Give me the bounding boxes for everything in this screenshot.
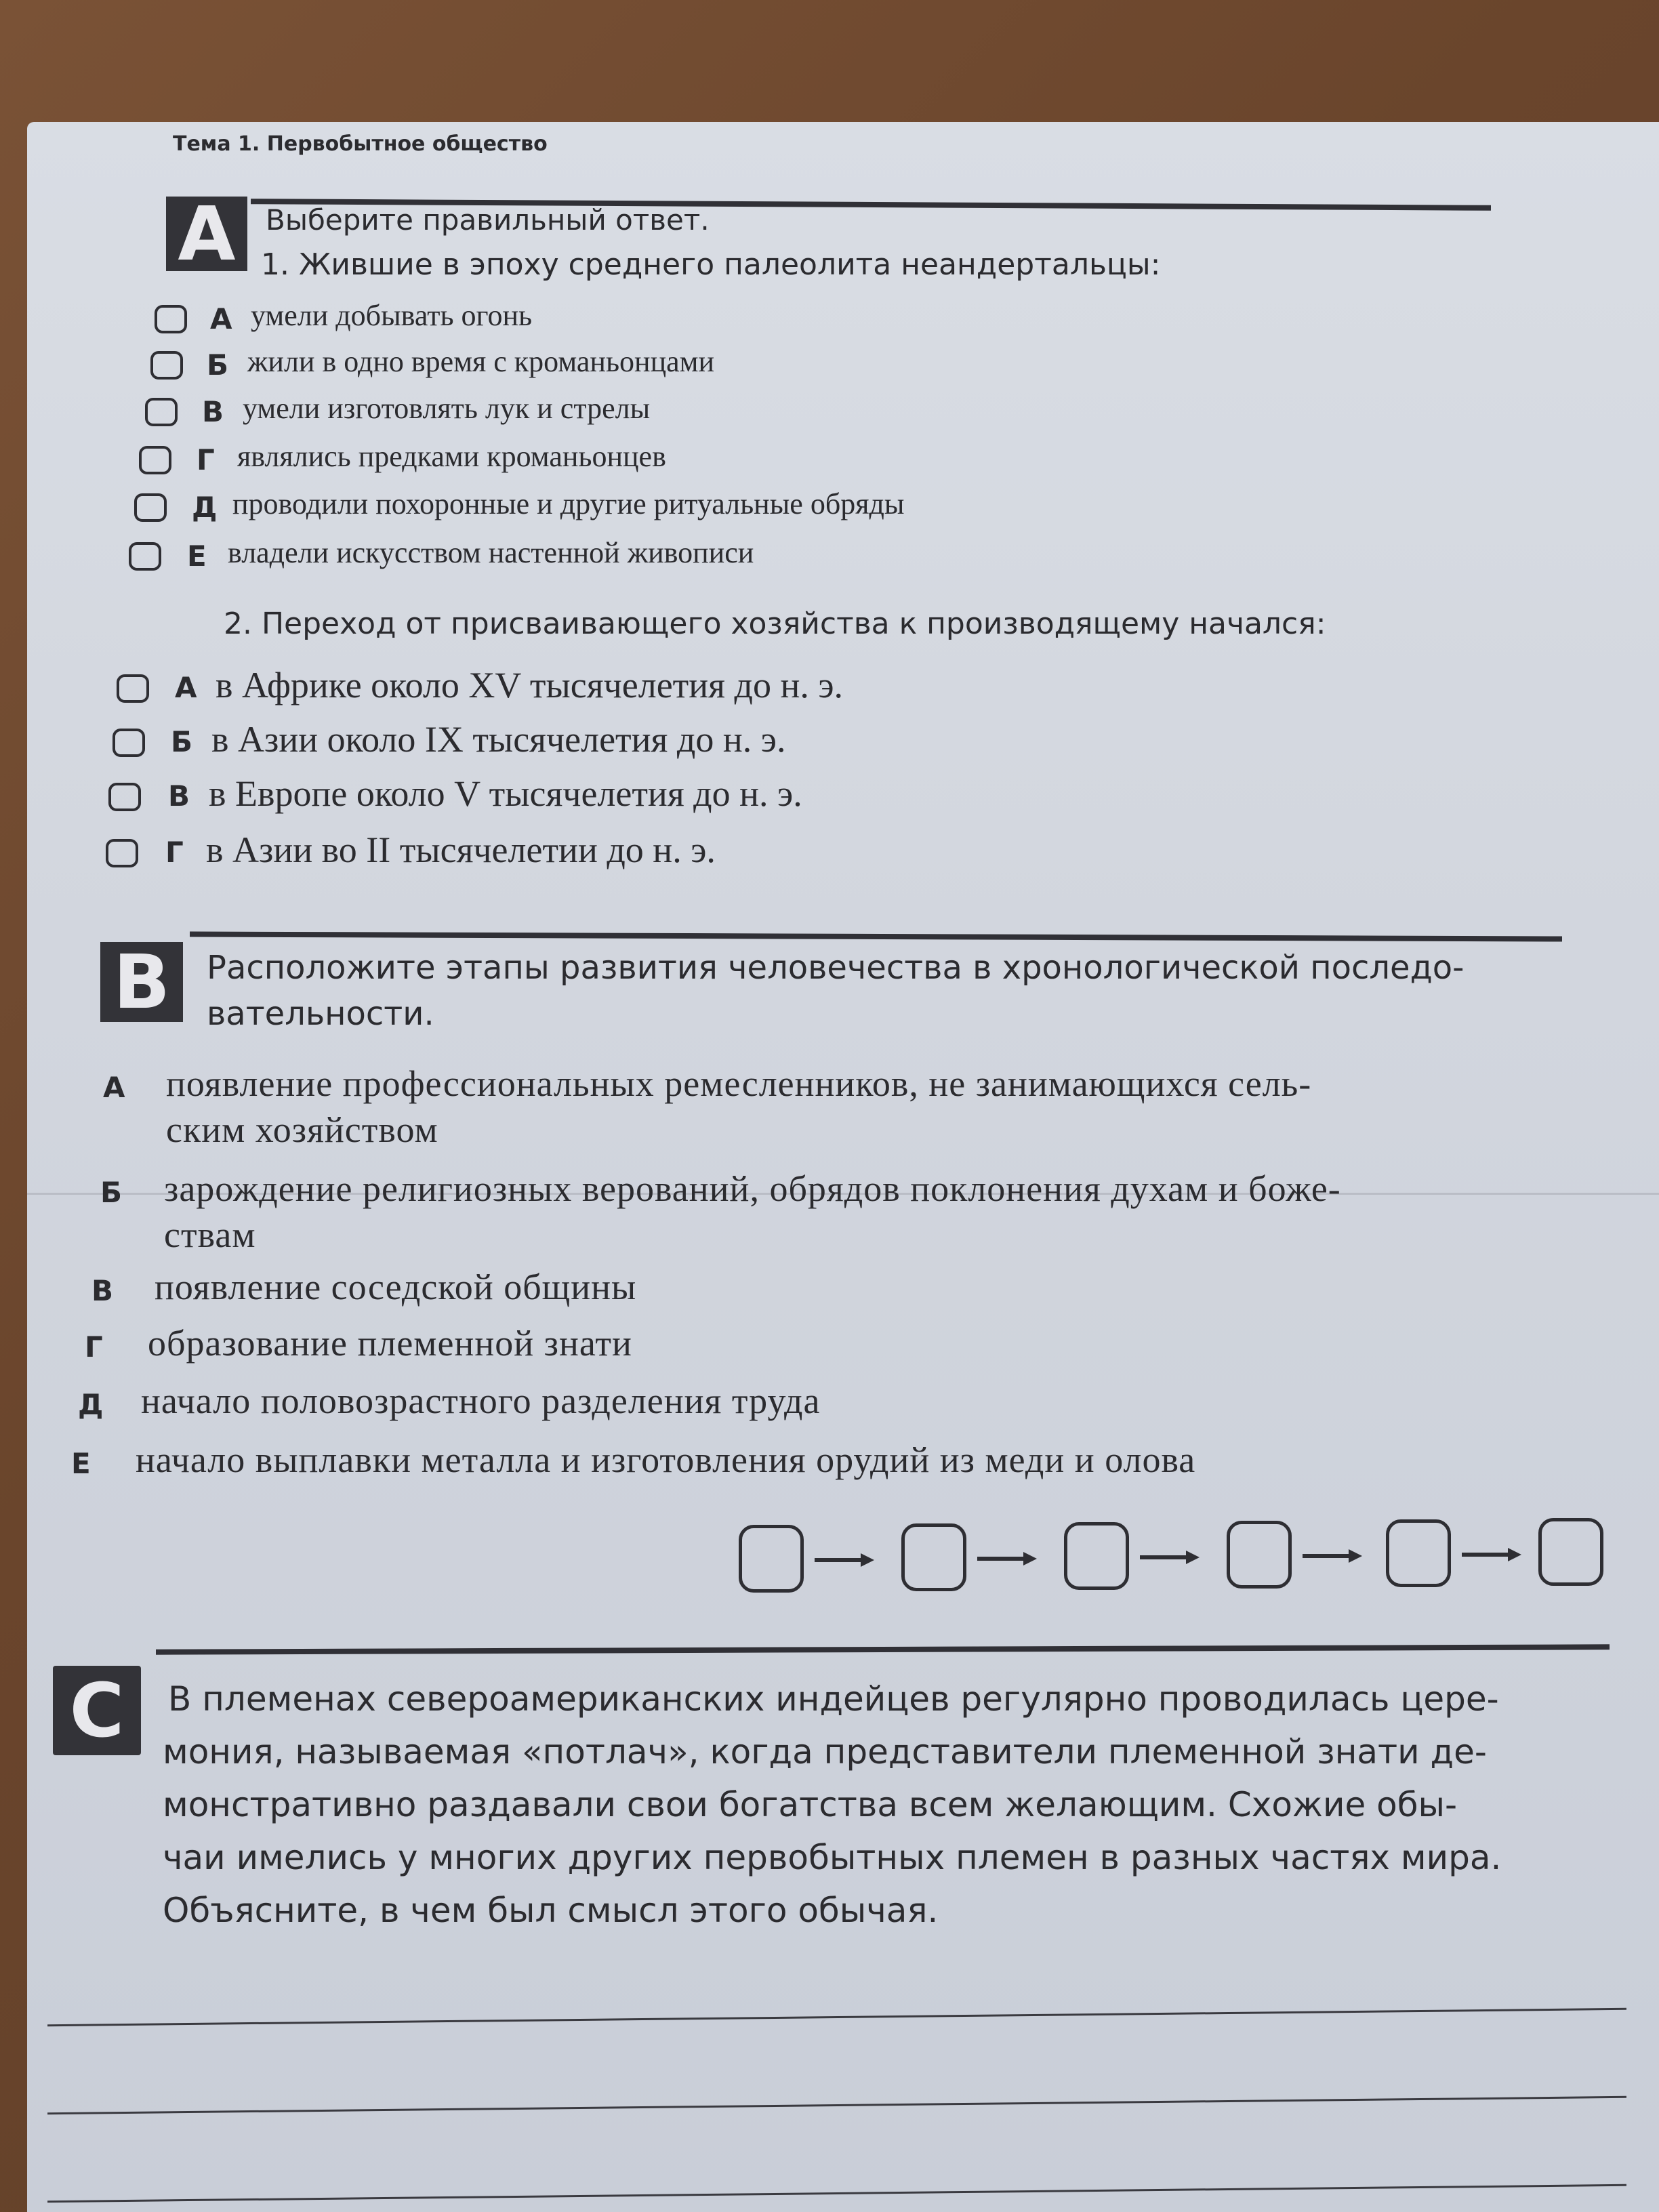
q1-option-d-letter: Д bbox=[192, 491, 218, 524]
q2-option-b-checkbox[interactable] bbox=[112, 729, 145, 757]
arrow-right-icon bbox=[976, 1552, 1037, 1565]
q1-option-a-text: умели добывать огонь bbox=[251, 299, 533, 332]
stage-item-g-letter: Г bbox=[85, 1330, 103, 1364]
section-c-line-5: Объясните, в чем был смысл этого обычая. bbox=[163, 1891, 939, 1930]
stage-item-a-letter: А bbox=[103, 1071, 125, 1104]
stage-item-b-text-line2: ствам bbox=[164, 1214, 256, 1255]
q2-option-g-text: в Азии во II тысячелетии до н. э. bbox=[206, 830, 716, 870]
q2-option-a-text: в Африке около XV тысячелетия до н. э. bbox=[216, 665, 844, 705]
question-2-text: 2. Переход от присваивающего хозяйства к производящему начался: bbox=[224, 607, 1326, 641]
section-c-line-4: чаи имелись у многих других первобытных племен в разных частях мира. bbox=[163, 1838, 1502, 1877]
sequence-box-1[interactable] bbox=[739, 1525, 804, 1593]
arrow-right-icon bbox=[1301, 1549, 1362, 1563]
section-c-line-2: мония, называемая «потлач», когда представители племенной знати де- bbox=[163, 1732, 1487, 1771]
section-b-instruction-line1: Расположите этапы развития человечества в хронологической последо- bbox=[207, 949, 1465, 987]
q2-option-b-letter: Б bbox=[171, 725, 193, 758]
stage-item-v-text: появление соседской общины bbox=[155, 1267, 637, 1307]
q1-option-b-text: жили в одно время с кроманьонцами bbox=[247, 345, 715, 378]
q1-option-d-checkbox[interactable] bbox=[134, 493, 167, 522]
arrow-right-icon bbox=[813, 1553, 874, 1567]
section-a-badge: A bbox=[166, 197, 247, 271]
sequence-box-2[interactable] bbox=[901, 1523, 966, 1591]
section-a-instruction: Выберите правильный ответ. bbox=[266, 203, 710, 237]
stage-item-v-letter: В bbox=[91, 1274, 114, 1307]
q1-option-e-letter: Е bbox=[187, 539, 207, 573]
q2-option-g-checkbox[interactable] bbox=[106, 839, 138, 867]
q2-option-v-text: в Европе около V тысячелетия до н. э. bbox=[209, 773, 802, 814]
q1-option-g-letter: Г bbox=[197, 443, 215, 476]
q2-option-v-checkbox[interactable] bbox=[108, 783, 141, 811]
q1-option-v-letter: В bbox=[202, 395, 224, 428]
stage-item-b-letter: Б bbox=[100, 1176, 123, 1209]
q1-option-e-text: владели искусством настенной живописи bbox=[228, 536, 754, 569]
stage-item-d-text: начало половозрастного разделения труда bbox=[141, 1380, 821, 1421]
question-1-text: 1. Жившие в эпоху среднего палеолита неандертальцы: bbox=[261, 247, 1161, 282]
stage-item-a-text-line1: появление профессиональных ремесленников, не занимающихся сель- bbox=[166, 1063, 1312, 1104]
q1-option-b-checkbox[interactable] bbox=[150, 351, 183, 380]
section-b-instruction-line2: вательности. bbox=[207, 995, 434, 1033]
section-c-badge: C bbox=[53, 1666, 141, 1755]
q2-option-a-letter: А bbox=[175, 671, 197, 704]
arrow-right-icon bbox=[1460, 1548, 1521, 1561]
stage-item-b-text-line1: зарождение религиозных верований, обрядов поклонения духам и боже- bbox=[164, 1168, 1341, 1209]
sequence-box-6[interactable] bbox=[1538, 1518, 1603, 1586]
q1-option-b-letter: Б bbox=[207, 348, 229, 382]
sequence-box-3[interactable] bbox=[1064, 1522, 1129, 1590]
q1-option-v-checkbox[interactable] bbox=[145, 398, 178, 426]
stage-item-g-text: образование племенной знати bbox=[148, 1323, 632, 1364]
section-c-line-3: монстративно раздавали свои богатства всем желающим. Схожие обы- bbox=[163, 1785, 1458, 1824]
stage-item-a-text-line2: ским хозяйством bbox=[166, 1109, 438, 1150]
topic-title: Тема 1. Первобытное общество bbox=[173, 132, 548, 156]
sequence-box-4[interactable] bbox=[1227, 1521, 1292, 1589]
arrow-right-icon bbox=[1139, 1551, 1200, 1564]
q2-option-a-checkbox[interactable] bbox=[117, 674, 149, 703]
stage-item-e-letter: Е bbox=[71, 1447, 91, 1480]
stage-item-d-letter: Д bbox=[78, 1388, 104, 1421]
q2-option-v-letter: В bbox=[168, 779, 190, 813]
q1-option-g-checkbox[interactable] bbox=[139, 446, 171, 474]
stage-item-e-text: начало выплавки металла и изготовления орудий из меди и олова bbox=[136, 1439, 1196, 1480]
section-b-badge: B bbox=[100, 942, 183, 1022]
q1-option-e-checkbox[interactable] bbox=[129, 542, 161, 571]
q1-option-a-checkbox[interactable] bbox=[155, 305, 187, 333]
q2-option-b-text: в Азии около IX тысячелетия до н. э. bbox=[211, 719, 786, 760]
sequence-box-5[interactable] bbox=[1386, 1519, 1451, 1587]
q1-option-a-letter: А bbox=[210, 302, 232, 335]
section-c-line-1: В племенах североамериканских индейцев регулярно проводилась цере- bbox=[168, 1679, 1499, 1719]
q1-option-g-text: являлись предками кроманьонцев bbox=[237, 440, 666, 473]
q1-option-d-text: проводили похоронные и другие ритуальные обряды bbox=[232, 487, 905, 520]
q2-option-g-letter: Г bbox=[165, 836, 184, 869]
q1-option-v-text: умели изготовлять лук и стрелы bbox=[243, 392, 651, 425]
